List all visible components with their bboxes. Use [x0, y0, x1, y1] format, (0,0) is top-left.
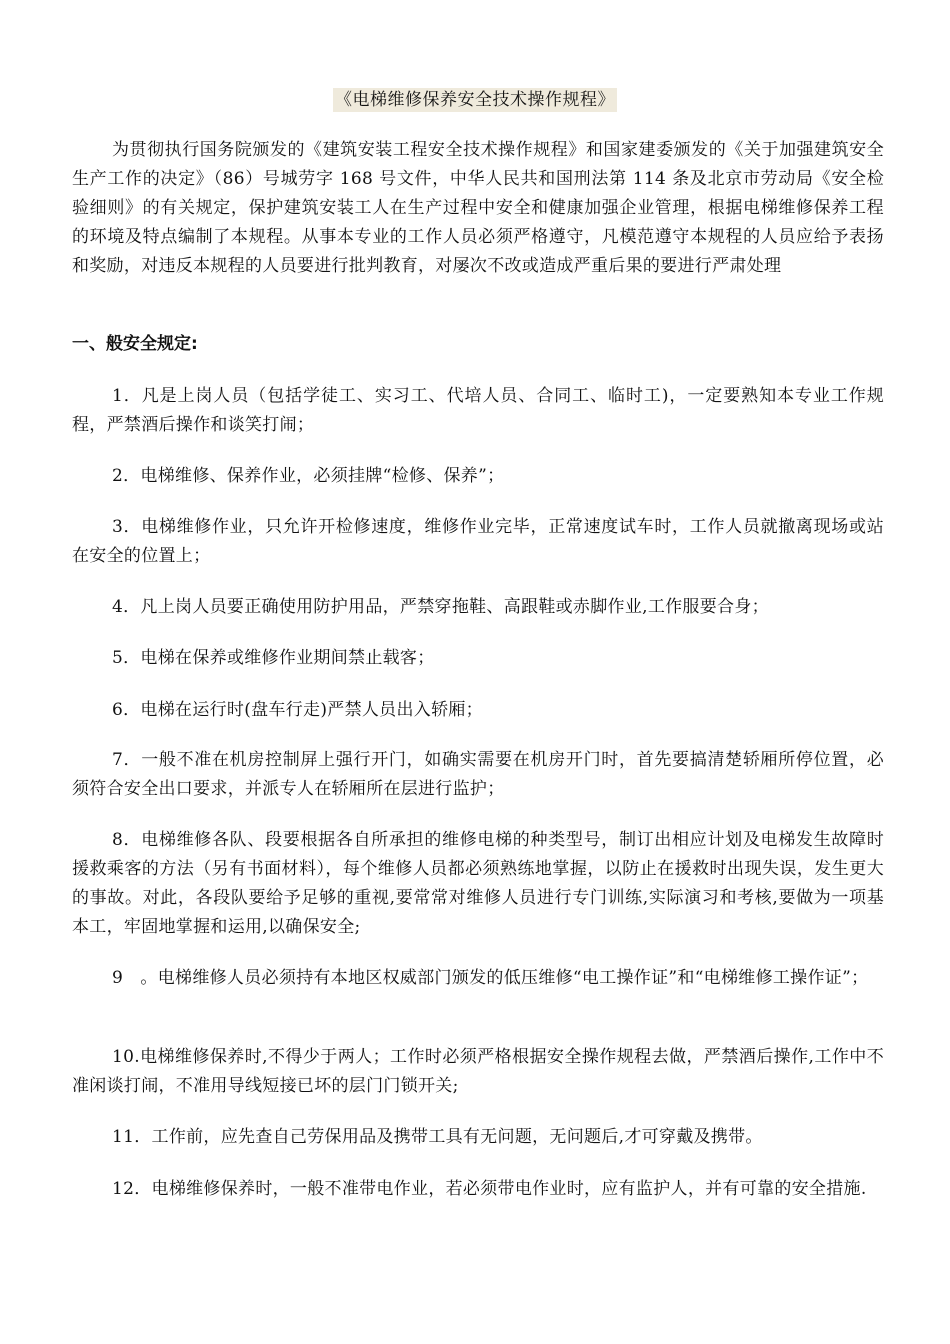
intro-paragraph: 为贯彻执行国务院颁发的《建筑安装工程安全技术操作规程》和国家建委颁发的《关于加强建筑安全生产工作的决定》（86）号城劳字 168 号文件，中华人民共和国刑法第 114 条及北京市劳动局《安全检验细则》的有关规定，保护建筑安装工人在生产过程中安全和健康加强企业管理，根据电梯维修保养工程的环境及特点编制了本规程。从事本专业的工作人员必须严格遵守，凡模范遵守本规程的人员应给予表扬和奖励，对违反本规程的人员要进行批判教育，对屡次不改或造成严重后果的要进行严肃处理: [72, 140, 884, 276]
rule-item-5: 5．电梯在保养或维修作业期间禁止载客；: [112, 648, 435, 668]
rule-item-8: 8．电梯维修各队、段要根据各自所承担的维修电梯的种类型号，制订出相应计划及电梯发生故障时援救乘客的方法（另有书面材料），每个维修人员都必须熟练地掌握，以防止在援救时出现失误，发生更大的事故。对此，各段队要给予足够的重视,要常常对维修人员进行专门训练,实际演习和考核,要做为一项基本工，牢固地掌握和运用,以确保安全;: [72, 830, 884, 937]
rule-item-11: 11．工作前，应先查自己劳保用品及携带工具有无问题，无问题后,才可穿戴及携带。: [112, 1127, 763, 1147]
rule-item-7: 7．一般不准在机房控制屏上强行开门，如确实需要在机房开门时，首先要搞清楚轿厢所停位置，必须符合安全出口要求，并派专人在轿厢所在层进行监护；: [72, 750, 884, 799]
title-container: [0, 88, 950, 112]
rule-item-3: 3．电梯维修作业，只允许开检修速度，维修作业完毕，正常速度试车时，工作人员就撤离现场或站在安全的位置上；: [72, 517, 884, 566]
rule-item-4: 4．凡上岗人员要正确使用防护用品，严禁穿拖鞋、高跟鞋或赤脚作业,工作服要合身；: [112, 597, 769, 617]
document-title: 《电梯维修保养安全技术操作规程》: [335, 90, 615, 110]
rule-item-10: 10.电梯维修保养时,不得少于两人；工作时必须严格根据安全操作规程去做，严禁酒后操作,工作中不准闲谈打闹，不准用导线短接已坏的层门门锁开关;: [72, 1047, 884, 1096]
rule-item-2: 2．电梯维修、保养作业，必须挂牌“检修、保养”；: [112, 466, 505, 486]
rule-item-12: 12．电梯维修保养时，一般不准带电作业，若必须带电作业时，应有监护人，并有可靠的安全措施.: [112, 1179, 867, 1199]
rule-item-1: 1．凡是上岗人员（包括学徒工、实习工、代培人员、合同工、临时工)，一定要熟知本专业工作规程，严禁酒后操作和谈笑打闹；: [72, 386, 884, 435]
rule-item-9: 9 。电梯维修人员必须持有本地区权威部门颁发的低压维修“电工操作证”和“电梯维修工操作证”；: [112, 968, 869, 988]
rule-item-6: 6．电梯在运行时(盘车行走)严禁人员出入轿厢；: [112, 700, 483, 720]
section-heading: 一、般安全规定:: [72, 334, 198, 354]
